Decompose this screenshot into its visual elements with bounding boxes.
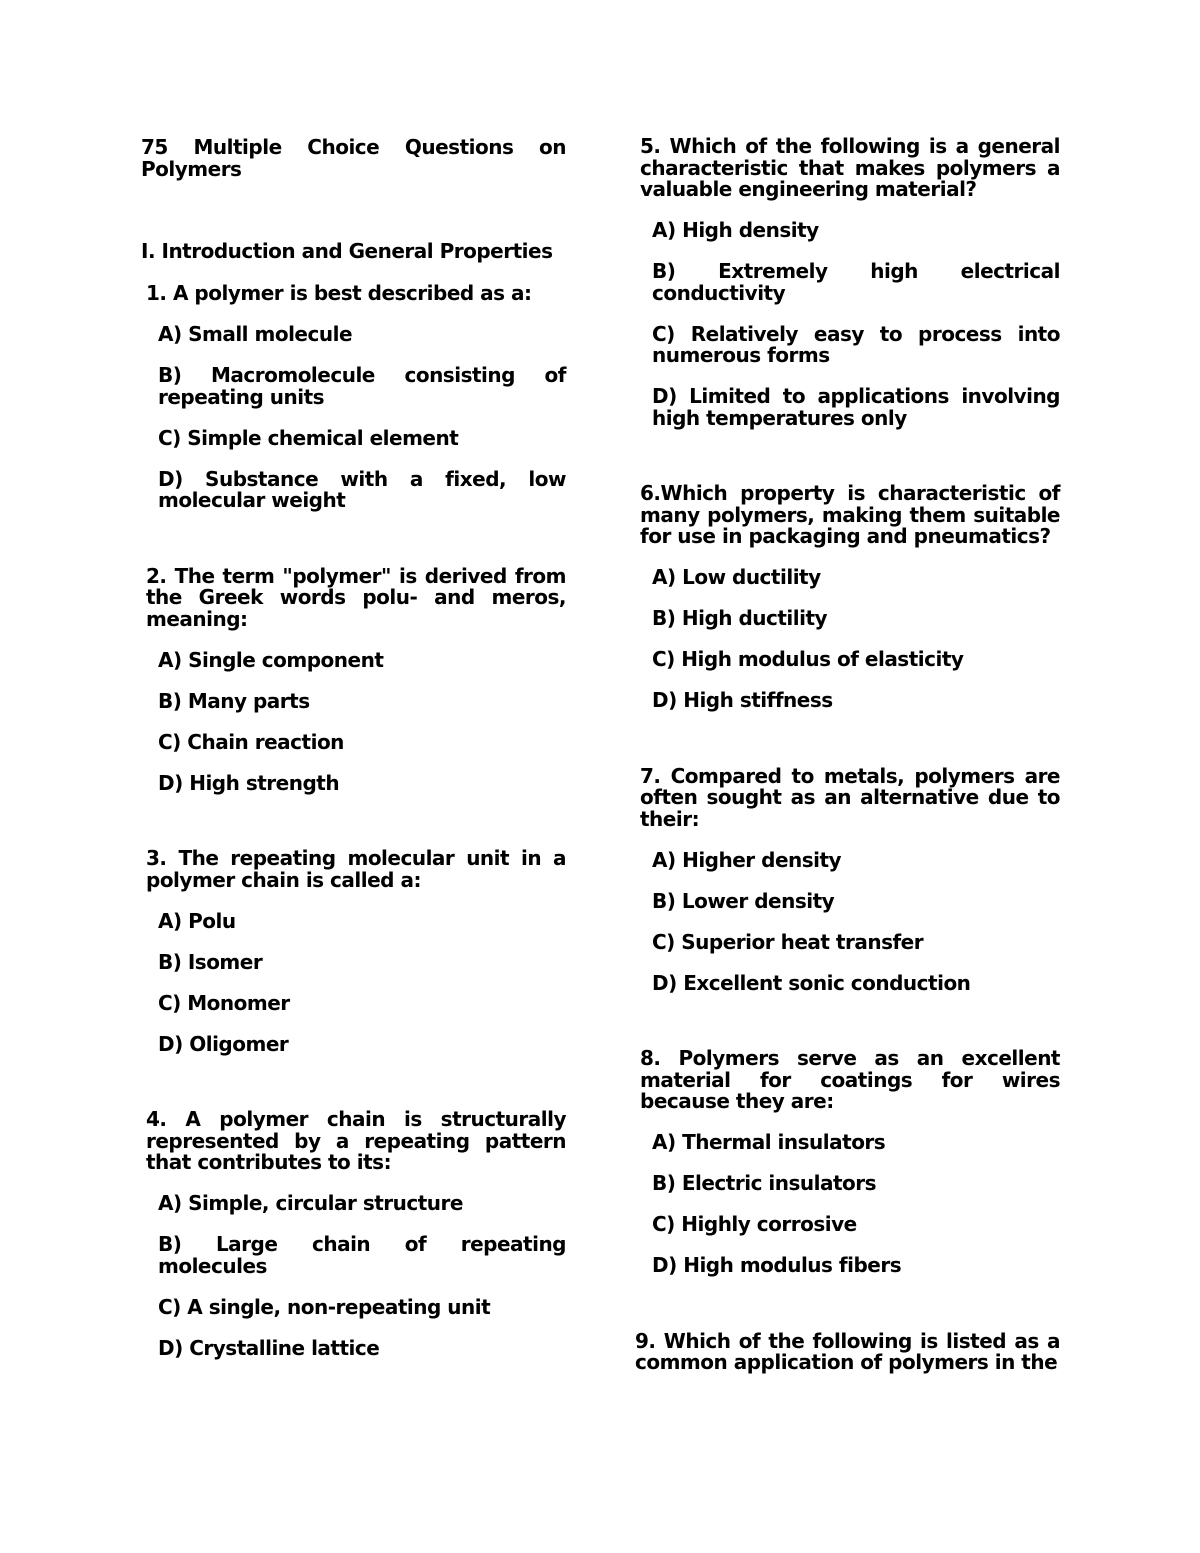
section-heading: I. Introduction and General Properties [141, 239, 553, 263]
question-stem [635, 136, 1060, 201]
question-6 [635, 483, 1060, 712]
question-text: A polymer chain is structurally represented by a repeating pattern that contributes to its: [146, 1107, 566, 1174]
question-number: 2. [146, 563, 167, 588]
option-a[interactable]: A) Polu [158, 908, 236, 933]
question-text: Compared to metals, polymers are often sought as an alternative due to their: [640, 763, 1060, 831]
question-stem [635, 483, 1060, 548]
option-d[interactable]: D) Excellent sonic conduction [652, 970, 971, 995]
option-c[interactable]: C) A single, non-repeating unit [158, 1294, 491, 1319]
option-a[interactable]: A) Single component [158, 647, 384, 672]
question-number: 6. [640, 481, 661, 505]
question-text: Which property is characteristic of many polymers, making them suitable for use in packaging and pneumatics? [640, 481, 1060, 548]
question-number: 1. [146, 281, 167, 305]
option-b[interactable]: B) Many parts [158, 688, 310, 713]
option-a[interactable]: A) Simple, circular structure [158, 1191, 463, 1215]
option-c[interactable]: C) Superior heat transfer [652, 929, 924, 954]
question-7 [635, 763, 1060, 995]
option-d[interactable]: D) Oligomer [158, 1031, 289, 1056]
question-text: Which of the following is a general characteristic that makes polymers a valuable engineering material? [640, 134, 1060, 201]
document-title: 75 Multiple Choice Questions on Polymers [141, 135, 566, 181]
left-column [141, 136, 566, 1413]
question-stem [635, 1048, 1060, 1113]
option-a[interactable]: A) Thermal insulators [652, 1130, 886, 1154]
option-b[interactable]: B) Large chain of repeating molecules [158, 1232, 566, 1278]
question-text: Polymers serve as an excellent material for coatings for wires because they are: [640, 1046, 1060, 1113]
option-d[interactable]: D) High strength [158, 770, 340, 795]
option-c[interactable]: C) Chain reaction [158, 729, 344, 754]
option-a[interactable]: A) High density [652, 218, 819, 242]
option-a[interactable]: A) Small molecule [158, 322, 353, 346]
option-d[interactable]: D) Substance with a fixed, low molecular weight [158, 466, 566, 512]
question-number: 8. [640, 1046, 661, 1070]
option-d[interactable]: D) Limited to applications involving high temperatures only [652, 384, 1060, 430]
question-stem [635, 1328, 1060, 1374]
question-9 [635, 1328, 1060, 1374]
question-stem [141, 563, 566, 631]
question-4 [141, 1109, 566, 1359]
option-c[interactable]: C) Monomer [158, 990, 290, 1015]
question-text: A polymer is best described as a: [172, 281, 532, 305]
question-number: 7. [640, 763, 661, 788]
question-number: 3. [146, 846, 167, 870]
question-stem [141, 283, 566, 305]
option-a[interactable]: A) Higher density [652, 847, 842, 872]
question-text: Which of the following is listed as a common application of polymers in the [635, 1328, 1060, 1374]
option-c[interactable]: C) High modulus of elasticity [652, 647, 964, 671]
question-text: The term "polymer" is derived from the Greek words polu- and meros, meaning: [146, 563, 566, 631]
question-stem [141, 1109, 566, 1174]
option-b[interactable]: B) Lower density [652, 888, 835, 913]
option-d[interactable]: D) Crystalline lattice [158, 1335, 380, 1360]
option-a[interactable]: A) Low ductility [652, 565, 821, 589]
question-5 [635, 136, 1060, 429]
question-8 [635, 1048, 1060, 1277]
right-column [635, 136, 1060, 1428]
option-b[interactable]: B) Macromolecule consisting of repeating units [158, 363, 566, 409]
question-number: 4. [146, 1107, 167, 1131]
question-3 [141, 848, 566, 1055]
option-d[interactable]: D) High modulus fibers [652, 1253, 902, 1277]
option-b[interactable]: B) High ductility [652, 606, 828, 630]
question-stem [141, 848, 566, 891]
option-c[interactable]: C) Relatively easy to process into numerous forms [652, 321, 1060, 367]
option-d[interactable]: D) High stiffness [652, 688, 833, 712]
question-2 [141, 563, 566, 795]
option-c[interactable]: C) Simple chemical element [158, 425, 459, 450]
question-stem [635, 763, 1060, 831]
question-number: 5. [640, 134, 661, 158]
question-1 [141, 283, 566, 512]
option-b[interactable]: B) Isomer [158, 949, 263, 974]
option-c[interactable]: C) Highly corrosive [652, 1212, 857, 1236]
question-number: 9. [635, 1328, 656, 1353]
option-b[interactable]: B) Electric insulators [652, 1171, 877, 1195]
question-text: The repeating molecular unit in a polymer chain is called a: [146, 846, 567, 892]
option-b[interactable]: B) Extremely high electrical conductivity [652, 259, 1060, 305]
